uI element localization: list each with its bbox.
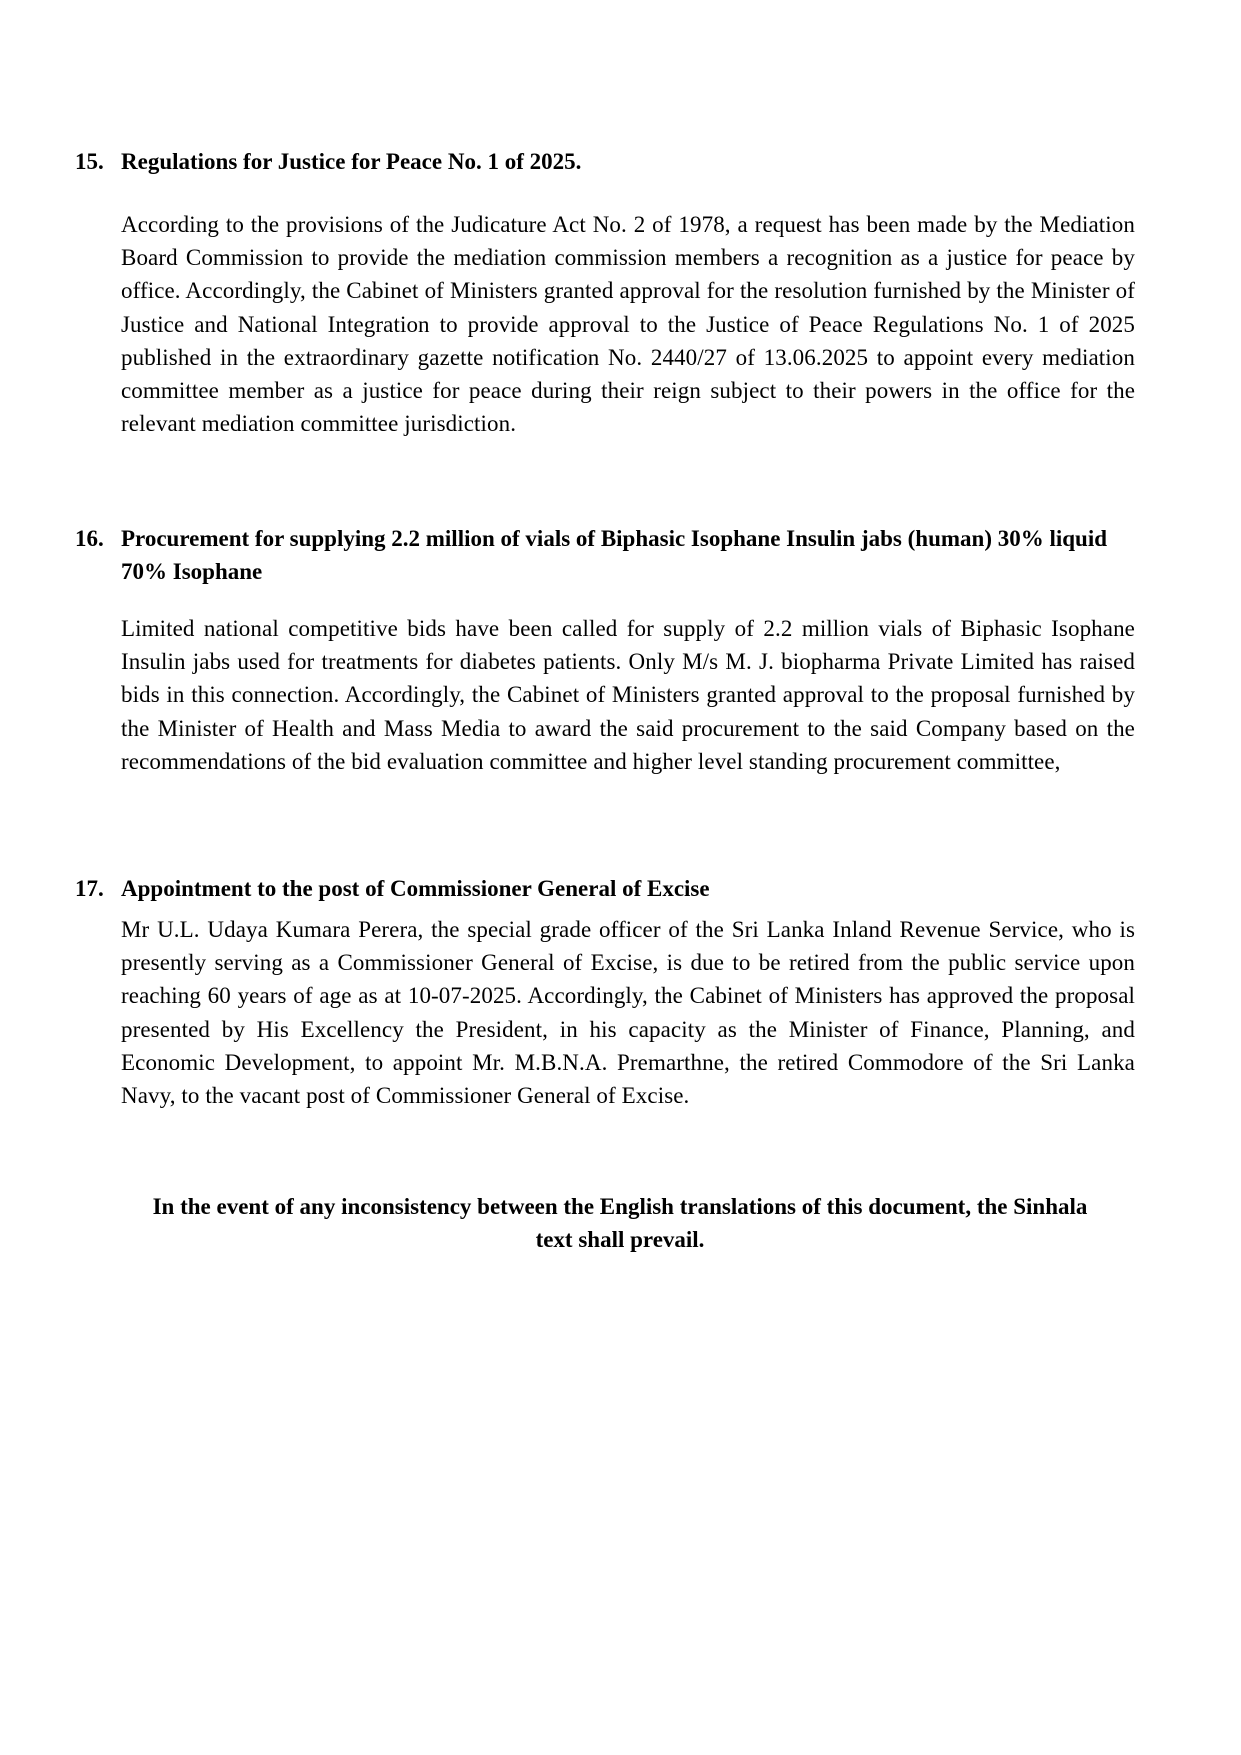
section-number: 15.	[75, 149, 104, 174]
section-body: According to the provisions of the Judicature Act No. 2 of 1978, a request has been made by the Mediation Board Commission to provide the mediation commission members a recognition as a justice for peace by office. Accordingly, the Cabinet of Ministers granted approval for the resolution furnished by the Minister of Justice and National Integration to provide approval to the Justice of Peace Regulations No. 1 of 2025 published in the extraordinary gazette notification No. 2440/27 of 13.06.2025 to appoint every mediation committee member as a justice for peace during their reign subject to their powers in the office for the relevant mediation committee jurisdiction.	[121, 212, 1135, 437]
decision-section-16	[75, 522, 1135, 778]
decision-section-17	[75, 872, 1135, 1112]
section-heading	[75, 872, 1135, 905]
decision-section-15	[75, 145, 1135, 440]
section-heading	[75, 145, 1135, 178]
section-title: Procurement for supplying 2.2 million of vials of Biphasic Isophane Insulin jabs (human) 30% liquid 70% Isophane	[121, 526, 1108, 584]
section-body: Limited national competitive bids have been called for supply of 2.2 million vials of Biphasic Isophane Insulin jabs used for treatments for diabetes patients. Only M/s M. J. biopharma Private Limited has raised bids in this connection. Accordingly, the Cabinet of Ministers granted approval to the proposal furnished by the Minister of Health and Mass Media to award the said procurement to the said Company based on the recommendations of the bid evaluation committee and higher level standing procurement committee,	[121, 616, 1135, 774]
language-precedence-notice: In the event of any inconsistency between the English translations of this document, the Sinhala text shall prevail.	[152, 1194, 1088, 1252]
section-heading	[75, 522, 1135, 588]
section-title: Regulations for Justice for Peace No. 1 of 2025.	[121, 149, 582, 174]
section-body: Mr U.L. Udaya Kumara Perera, the special grade officer of the Sri Lanka Inland Revenue Service, who is presently serving as a Commissioner General of Excise, is due to be retired from the public service upon reaching 60 years of age as at 10-07-2025. Accordingly, the Cabinet of Ministers has approved the proposal presented by His Excellency the President, in his capacity as the Minister of Finance, Planning, and Economic Development, to appoint Mr. M.B.N.A. Premarthne, the retired Commodore of the Sri Lanka Navy, to the vacant post of Commissioner General of Excise.	[121, 917, 1135, 1109]
section-title: Appointment to the post of Commissioner General of Excise	[121, 876, 710, 901]
section-number: 16.	[75, 526, 104, 551]
section-number: 17.	[75, 876, 104, 901]
